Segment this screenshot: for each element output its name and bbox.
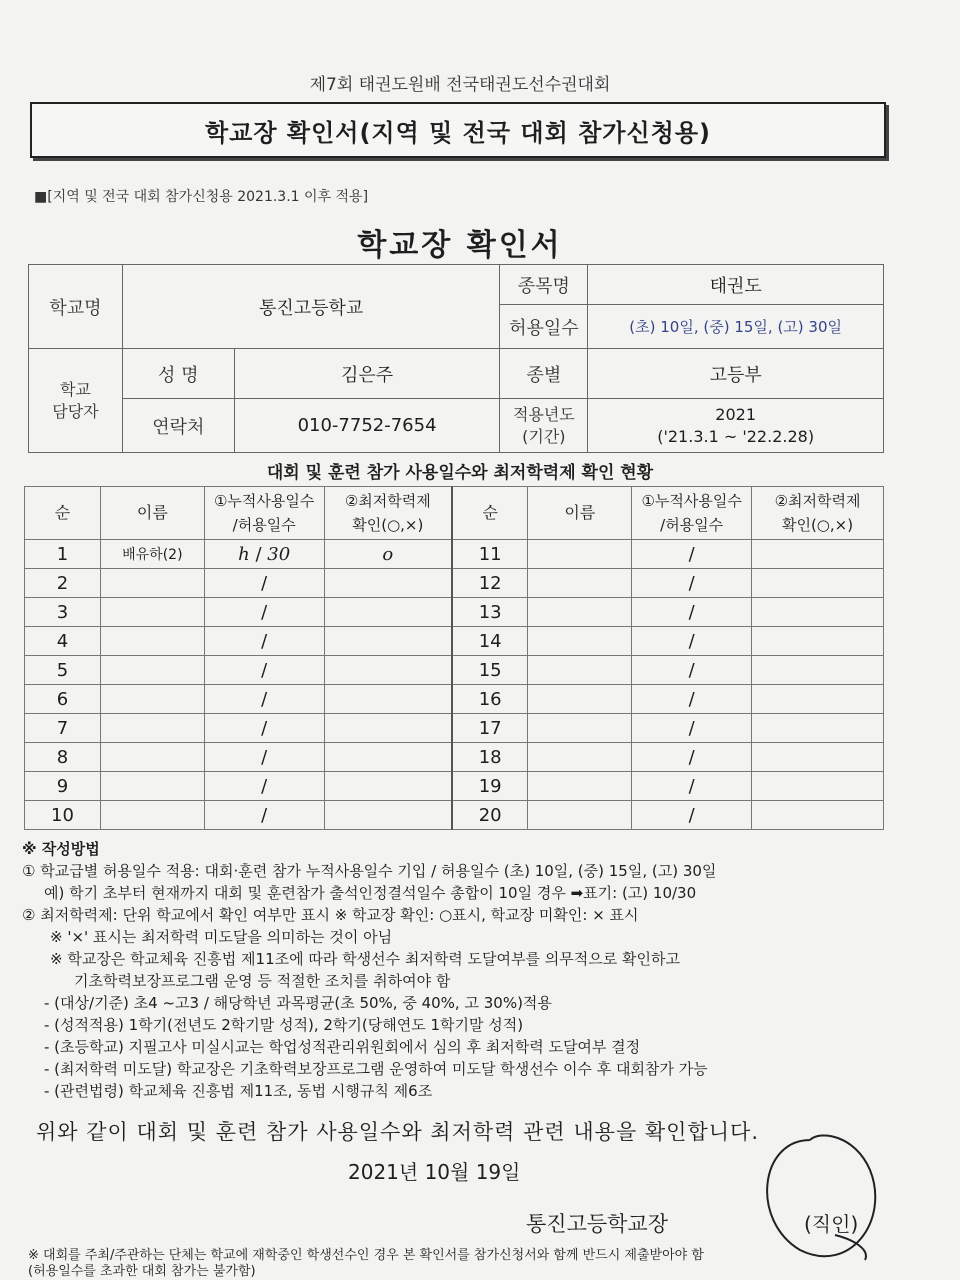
row-check: [752, 714, 884, 743]
header-min-left-line2: 확인(○,×): [352, 516, 424, 534]
row-check: [752, 569, 884, 598]
header-days-right: [632, 487, 752, 540]
header-name-left: 이름: [100, 487, 204, 540]
instruction-line: ① 학교급별 허용일수 적용: 대회·훈련 참가 누적사용일수 기입 / 허용일수 (초) 10일, (중) 15일, (고) 30일: [22, 862, 717, 880]
footer-note: [28, 1248, 928, 1280]
header-min-right: [752, 487, 884, 540]
row-no: 15: [452, 656, 528, 685]
row-days: /: [632, 772, 752, 801]
event-label: 종목명: [500, 265, 588, 305]
row-no: 7: [25, 714, 101, 743]
row-check: [752, 540, 884, 569]
row-no: 4: [25, 627, 101, 656]
roster-subtitle: 대회 및 훈련 참가 사용일수와 최저학력제 확인 현황: [266, 463, 654, 483]
row-days: /: [632, 685, 752, 714]
table-row: [25, 801, 884, 830]
seal-label: (직인): [804, 1212, 859, 1236]
row-no: 9: [25, 772, 101, 801]
row-no: 13: [452, 598, 528, 627]
event-value: 태권도: [588, 265, 884, 305]
period-range: ('21.3.1 ~ '22.2.28): [657, 426, 815, 446]
header-days-right-line2: /허용일수: [660, 516, 724, 534]
contact-label: 연락처: [122, 399, 234, 453]
row-name: 배유하(2): [100, 540, 204, 569]
row-check: [324, 569, 452, 598]
row-days: /: [632, 656, 752, 685]
handwritten-allowed-days: 30: [267, 543, 291, 565]
row-check: [752, 801, 884, 830]
row-days: /: [204, 656, 324, 685]
row-days: /: [632, 801, 752, 830]
instruction-line: - (초등학교) 지필고사 미실시교는 학업성적관리위원회에서 심의 후 최저학력 도달여부 결정: [44, 1038, 641, 1056]
table-row: [25, 569, 884, 598]
row-days: /: [204, 685, 324, 714]
header-days-right-line1: ①누적사용일수: [641, 492, 742, 510]
row-name: [100, 627, 204, 656]
row-name: [100, 714, 204, 743]
row-no: 10: [25, 801, 101, 830]
instruction-line: ② 최저학력제: 단위 학교에서 확인 여부만 표시 ※ 학교장 확인: ○표시, 학교장 미확인: × 표시: [22, 906, 639, 924]
row-days: /: [204, 743, 324, 772]
row-no: 5: [25, 656, 101, 685]
row-no: 1: [25, 540, 101, 569]
period-label-line2: (기간): [522, 426, 566, 446]
row-check: [752, 743, 884, 772]
row-no: 14: [452, 627, 528, 656]
header-days-left: [204, 487, 324, 540]
row-name: [528, 685, 632, 714]
school-value: 통진고등학교: [122, 265, 500, 349]
row-check: [324, 598, 452, 627]
header-no-left: 순: [25, 487, 101, 540]
handwritten-check-mark: o: [382, 543, 394, 565]
instruction-line: - (최저학력 미도달) 학교장은 기초학력보장프로그램 운영하여 미도달 학생선수 이수 후 대회참가 가능: [44, 1060, 708, 1078]
row-name: [528, 656, 632, 685]
row-check: [752, 656, 884, 685]
principal-name: 통진고등학교장: [526, 1212, 669, 1236]
school-label: 학교명: [29, 265, 123, 349]
row-check: [324, 540, 452, 569]
name-label: 성 명: [122, 349, 234, 399]
main-title: 학교장 확인서: [357, 228, 563, 263]
manager-label-line2: 담당자: [52, 401, 99, 421]
writing-instructions: [22, 838, 902, 1102]
row-check: [324, 656, 452, 685]
row-days: /: [632, 743, 752, 772]
instruction-line: - (성적적용) 1학기(전년도 2학기말 성적), 2학기(당해연도 1학기말 성적): [44, 1016, 524, 1034]
contact-value: 010-7752-7654: [234, 399, 500, 453]
row-check: [324, 685, 452, 714]
row-no: 8: [25, 743, 101, 772]
confirmation-statement: 위와 같이 대회 및 훈련 참가 사용일수와 최저학력 관련 내용을 확인합니다.: [36, 1120, 760, 1144]
instruction-line: - (대상/기준) 초4 ~고3 / 해당학년 과목평균(초 50%, 중 40%, 고 30%)적용: [44, 994, 552, 1012]
row-days: /: [204, 772, 324, 801]
form-title-box: [30, 102, 886, 158]
row-no: 2: [25, 569, 101, 598]
row-no: 20: [452, 801, 528, 830]
instruction-line: 예) 학기 초부터 현재까지 대회 및 훈련참가 출석인정결석일수 총합이 10일 경우 ➡표기: (고) 10/30: [44, 884, 697, 902]
row-no: 16: [452, 685, 528, 714]
row-name: [528, 540, 632, 569]
row-check: [324, 743, 452, 772]
row-check: [324, 801, 452, 830]
row-days: /: [204, 598, 324, 627]
name-value: 김은주: [234, 349, 500, 399]
allowed-days-label: 허용일수: [500, 305, 588, 349]
row-name: [100, 743, 204, 772]
row-days: /: [632, 598, 752, 627]
row-name: [100, 598, 204, 627]
instructions-heading: ※ 작성방법: [22, 840, 100, 858]
instruction-line: - (관련법령) 학교체육 진흥법 제11조, 동법 시행규칙 제6조: [44, 1082, 433, 1100]
row-name: [528, 627, 632, 656]
row-no: 6: [25, 685, 101, 714]
table-row: [25, 743, 884, 772]
row-name: [100, 685, 204, 714]
school-info-table: [28, 264, 884, 453]
row-no: 19: [452, 772, 528, 801]
table-row: [25, 772, 884, 801]
row-check: [324, 627, 452, 656]
category-value: 고등부: [588, 349, 884, 399]
row-days: /: [632, 569, 752, 598]
row-days: /: [204, 801, 324, 830]
row-name: [528, 569, 632, 598]
confirmation-date: 2021년 10월 19일: [348, 1160, 521, 1184]
footer-line-1: ※ 대회를 주최/주관하는 단체는 학교에 재학중인 학생선수인 경우 본 확인서를 참가신청서와 함께 반드시 제출받아야 함: [28, 1248, 704, 1263]
handwritten-used-days: h: [238, 543, 250, 565]
row-check: [324, 772, 452, 801]
row-name: [100, 656, 204, 685]
table-row: [25, 598, 884, 627]
row-days: /: [204, 569, 324, 598]
row-name: [528, 801, 632, 830]
table-row: [25, 685, 884, 714]
manager-label-line1: 학교: [59, 379, 91, 399]
instruction-line: 기초학력보장프로그램 운영 등 적절한 조치를 취하여야 함: [74, 972, 451, 990]
row-name: [528, 743, 632, 772]
row-name: [528, 772, 632, 801]
row-check: [752, 598, 884, 627]
header-min-right-line2: 확인(○,×): [781, 516, 854, 534]
row-no: 11: [452, 540, 528, 569]
row-check: [752, 685, 884, 714]
table-row: [25, 656, 884, 685]
footer-line-2: (허용일수를 초과한 대회 참가는 불가함): [28, 1264, 256, 1279]
signature-scribble-icon: [740, 1110, 900, 1270]
row-no: 12: [452, 569, 528, 598]
period-year: 2021: [715, 404, 756, 424]
row-no: 3: [25, 598, 101, 627]
header-name-right: 이름: [528, 487, 632, 540]
table-row: [25, 627, 884, 656]
row-no: 17: [452, 714, 528, 743]
application-note: ■[지역 및 전국 대회 참가신청용 2021.3.1 이후 적용]: [34, 189, 369, 205]
row-days: [204, 540, 324, 569]
row-days: /: [632, 714, 752, 743]
table-row: [25, 714, 884, 743]
row-no: 18: [452, 743, 528, 772]
row-check: [752, 627, 884, 656]
row-slash: /: [255, 543, 262, 565]
row-name: [100, 772, 204, 801]
allowed-days-value: (초) 10일, (중) 15일, (고) 30일: [588, 305, 884, 349]
category-label: 종별: [500, 349, 588, 399]
row-days: /: [632, 627, 752, 656]
row-name: [100, 569, 204, 598]
form-title: 학교장 확인서(지역 및 전국 대회 참가신청용): [204, 118, 712, 147]
row-name: [528, 714, 632, 743]
header-min-right-line1: ②최저학력제: [774, 492, 861, 510]
row-days: /: [204, 714, 324, 743]
athlete-roster-table: [24, 486, 884, 830]
table-row: [25, 540, 884, 569]
header-no-right: 순: [452, 487, 528, 540]
instruction-line: ※ 학교장은 학교체육 진흥법 제11조에 따라 학생선수 최저학력 도달여부를 의무적으로 확인하고: [50, 950, 680, 968]
header-min-left: [324, 487, 452, 540]
row-check: [752, 772, 884, 801]
row-days: /: [632, 540, 752, 569]
manager-label: [29, 349, 123, 453]
row-name: [528, 598, 632, 627]
row-days: /: [204, 627, 324, 656]
row-check: [324, 714, 452, 743]
instruction-line: ※ '×' 표시는 최저학력 미도달을 의미하는 것이 아님: [50, 928, 393, 946]
header-min-left-line1: ②최저학력제: [344, 492, 431, 510]
row-name: [100, 801, 204, 830]
period-value: [588, 399, 884, 453]
header-days-left-line1: ①누적사용일수: [213, 492, 315, 510]
event-title: 제7회 태권도원배 전국태권도선수권대회: [309, 75, 611, 95]
header-days-left-line2: /허용일수: [232, 516, 296, 534]
period-label: [500, 399, 588, 453]
period-label-line1: 적용년도: [512, 404, 575, 424]
